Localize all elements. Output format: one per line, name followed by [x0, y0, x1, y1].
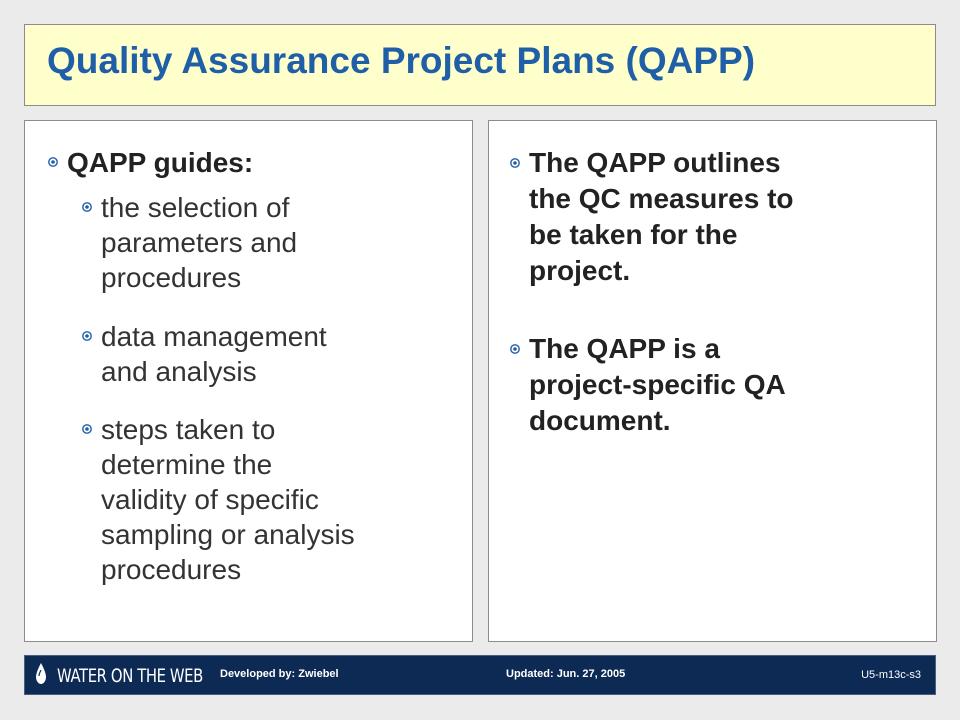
text-line: data management	[101, 321, 327, 352]
bullet-heading: QAPP guides:	[67, 147, 254, 178]
circle-bullet-icon	[81, 201, 93, 213]
text-line: procedures	[101, 554, 242, 585]
text-line: the QC measures to	[529, 183, 794, 214]
text-line: determine the	[101, 449, 273, 480]
circle-bullet-icon	[81, 423, 93, 435]
text-line: sampling or analysis	[101, 519, 355, 550]
sub-bullet-text	[101, 319, 327, 389]
updated-label: Updated: Jun. 27, 2005	[506, 668, 626, 680]
right-content-panel	[488, 120, 937, 642]
text-line: parameters and	[101, 227, 298, 258]
circle-bullet-icon	[47, 156, 59, 168]
footer-bar	[24, 655, 936, 695]
sub-bullet-data-management	[81, 319, 327, 389]
text-line: and analysis	[101, 356, 257, 387]
water-on-the-web-logo	[35, 661, 244, 691]
sub-bullet-steps	[81, 412, 355, 587]
sub-bullet-text	[101, 190, 297, 295]
circle-bullet-icon	[509, 343, 521, 355]
text-line: be taken for the	[529, 219, 738, 250]
circle-bullet-icon	[509, 157, 521, 169]
text-line: the selection of	[101, 192, 290, 223]
bullet-qapp-guides	[47, 146, 253, 179]
text-line: validity of specific	[101, 484, 319, 515]
slide-code: U5-m13c-s3	[861, 669, 921, 681]
left-content-panel	[24, 120, 473, 642]
text-line: The QAPP outlines	[529, 147, 781, 178]
developed-by-label: Developed by: Zwiebel	[220, 668, 339, 680]
text-line: procedures	[101, 262, 242, 293]
bullet-text	[529, 145, 794, 289]
title-banner	[24, 24, 936, 106]
logo-text: WATER ON THE WEB	[57, 665, 203, 687]
bullet-qc-measures	[509, 145, 794, 289]
water-drop-icon	[35, 662, 47, 691]
text-line: document.	[529, 405, 671, 436]
bullet-project-specific	[509, 331, 786, 439]
slide-title: Quality Assurance Project Plans (QAPP)	[47, 40, 756, 81]
text-line: project.	[529, 255, 631, 286]
sub-bullet-selection	[81, 190, 297, 295]
text-line: project-specific QA	[529, 369, 786, 400]
text-line: steps taken to	[101, 414, 276, 445]
sub-bullet-text	[101, 412, 355, 587]
text-line: The QAPP is a	[529, 333, 720, 364]
circle-bullet-icon	[81, 330, 93, 342]
bullet-text	[529, 331, 786, 439]
